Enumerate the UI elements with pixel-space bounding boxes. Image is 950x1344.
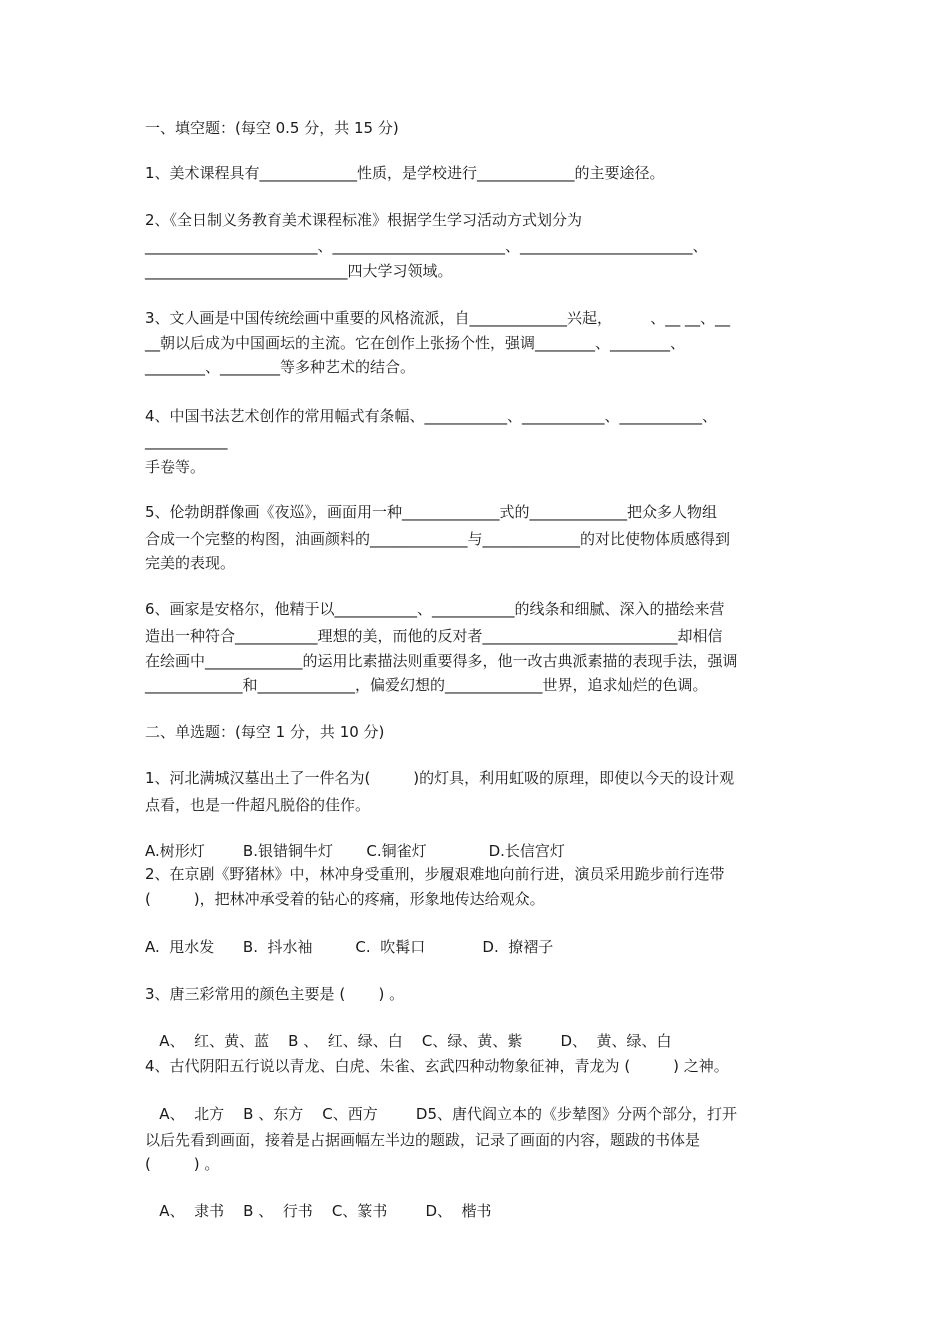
choice-q3-line1: 3、唐三彩常用的颜色主要是 ( ) 。 [145, 985, 405, 1003]
choice-q5-line2: 以后先看到画面，接着是占据画幅左半边的题跋，记录了画面的内容，题跋的书体是 [145, 1131, 701, 1149]
fill-q5-line2: 合成一个完整的构图，油画颜料的_____________与_____________的对比使物体质感得到 [145, 530, 731, 548]
fill-q3-line2: __朝以后成为中国画坛的主流。它在创作上张扬个性，强调________、________、 [145, 334, 686, 352]
fill-q4-line2: ___________ [145, 432, 228, 450]
section2-heading: 二、单选题：(每空 1 分，共 10 分) [145, 723, 385, 741]
fill-q4-line3: 手卷等。 [145, 458, 206, 476]
fill-q2-line3: ___________________________四大学习领域。 [145, 262, 453, 280]
choice-q1-line1: 1、河北满城汉墓出土了一件名为( )的灯具，利用虹吸的原理，即使以今天的设计观 [145, 769, 735, 787]
choice-q2-options: A. 甩水发 B. 抖水袖 C. 吹髯口 D. 撩褶子 [145, 938, 554, 956]
fill-q6-line3: 在绘画中_____________的运用比素描法则重要得多，他一改古典派素描的表现手法，强调 [145, 652, 738, 670]
choice-q1-options: A.树形灯 B.银错铜牛灯 C.铜雀灯 D.长信宫灯 [145, 842, 565, 860]
choice-q4-options-q5-line1: A、 北方 B 、东方 C、西方 D5、唐代阎立本的《步辇图》分两个部分，打开 [145, 1105, 738, 1123]
choice-q5-line3: ( ) 。 [145, 1155, 220, 1173]
choice-q1-line2: 点看，也是一件超凡脱俗的佳作。 [145, 796, 371, 814]
fill-q1-line1: 1、美术课程具有_____________性质，是学校进行_____________的主要途径。 [145, 164, 665, 182]
section1-heading: 一、填空题：(每空 0.5 分，共 15 分) [145, 119, 399, 137]
fill-q6-line1: 6、画家是安格尔，他精于以___________、___________的线条和细腻、深入的描绘来营 [145, 600, 725, 618]
fill-q2-line1: 2、《全日制义务教育美术课程标准》根据学生学习活动方式划分为 [145, 211, 583, 229]
choice-q2-line2: ( )，把林冲承受着的钻心的疼痛，形象地传达给观众。 [145, 890, 545, 908]
fill-q6-line2: 造出一种符合___________理想的美，而他的反对者__________________________却相信 [145, 627, 723, 645]
fill-q3-line1: 3、文人画是中国传统绘画中重要的风格流派，自_____________兴起， 、__ __、__ [145, 309, 730, 327]
fill-q4-line1: 4、中国书法艺术创作的常用幅式有条幅、___________、___________、___________、 [145, 407, 718, 425]
choice-q2-line1: 2、在京剧《野猪林》中，林冲身受重刑，步履艰难地向前行进，演员采用跪步前行连带 [145, 865, 725, 883]
choice-q3-options: A、 红、黄、蓝 B 、 红、绿、白 C、绿、黄、紫 D、 黄、绿、白 [145, 1032, 672, 1050]
fill-q6-line4: _____________和_____________，偏爱幻想的_____________世界，追求灿烂的色调。 [145, 676, 708, 694]
fill-q5-line3: 完美的表现。 [145, 554, 236, 572]
fill-q3-line3: ________、________等多种艺术的结合。 [145, 358, 416, 376]
choice-q4-line1: 4、古代阴阳五行说以青龙、白虎、朱雀、玄武四种动物象征神，青龙为 ( ) 之神。 [145, 1057, 729, 1075]
fill-q2-line2: _______________________、_______________________、_______________________、 [145, 237, 708, 255]
choice-q5-options: A、 隶书 B 、 行书 C、篆书 D、 楷书 [145, 1202, 492, 1220]
fill-q5-line1: 5、伦勃朗群像画《夜巡》，画面用一种_____________式的_____________把众多人物组 [145, 503, 718, 521]
